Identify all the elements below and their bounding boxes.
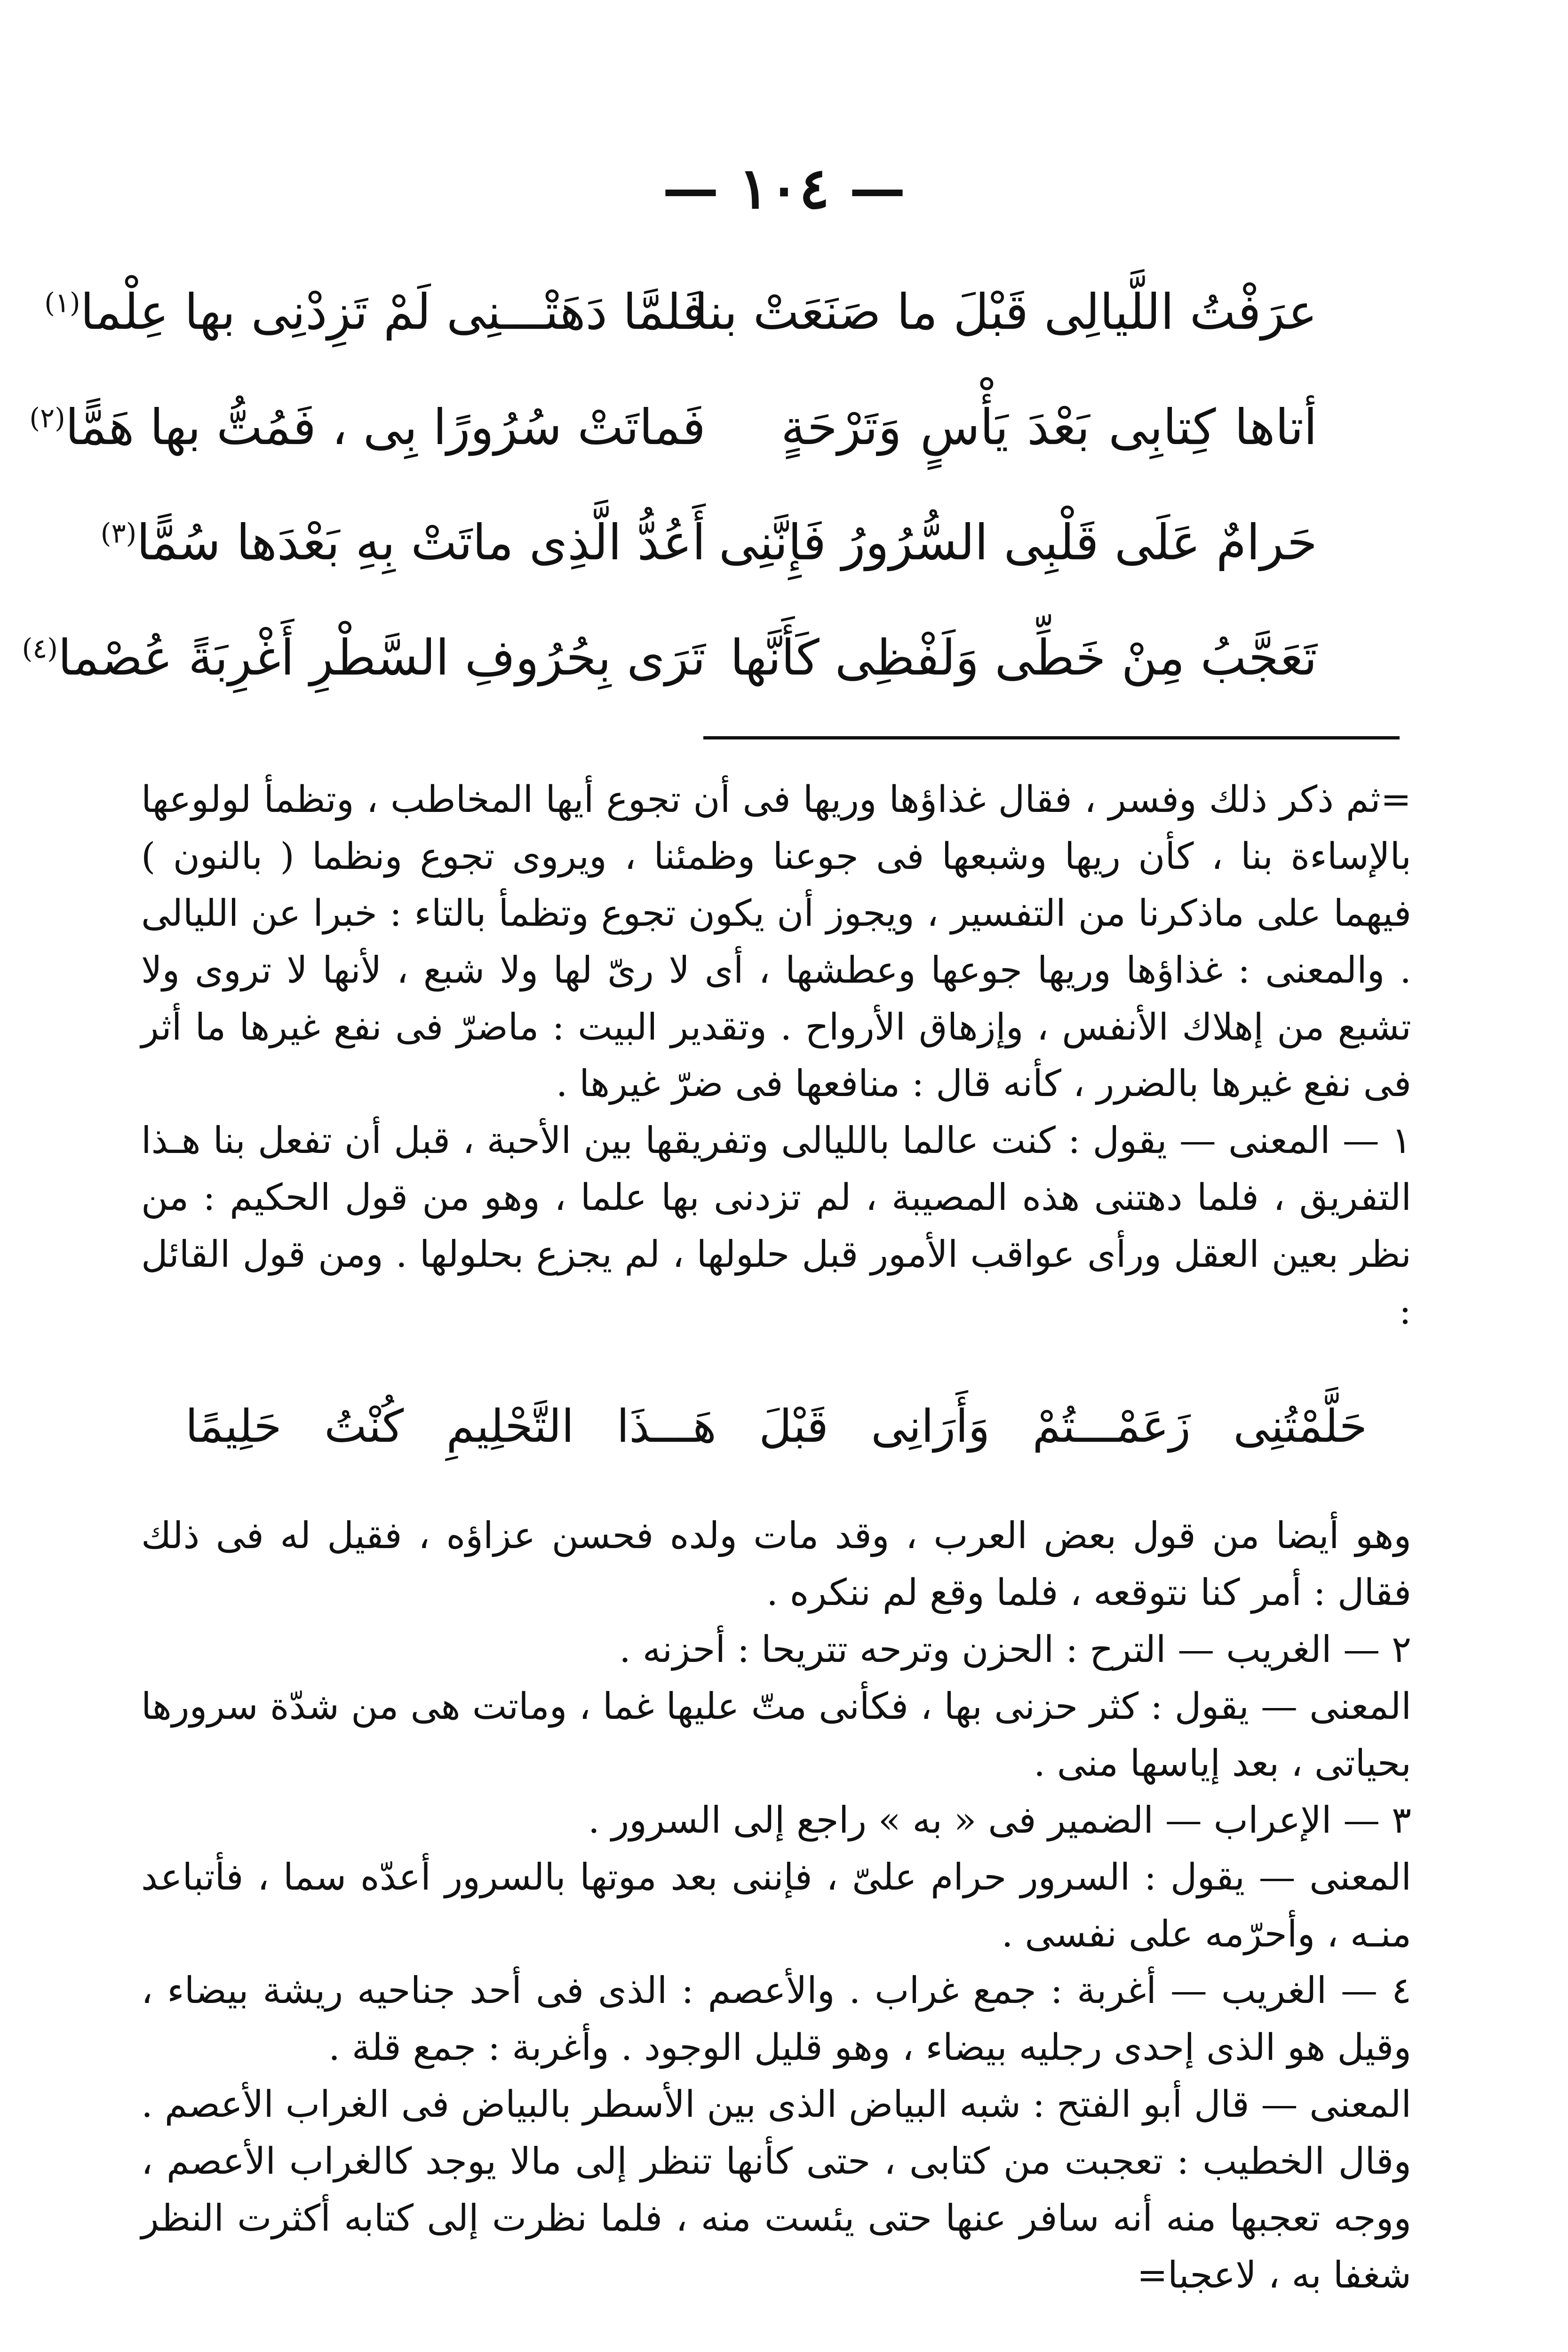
note-1-meaning: ١ — المعنى — يقول : كنت عالما بالليالى وتفريقها بين الأحبة ، قبل أن تفعل بنا هـذا التفريق ، فلما دهتنى هذه المصيبة ، لم تزدنى بها علما ، وهو من قول الحكيم : من نظر بعين العقل ورأى عواقب الأمور قبل حلولها ، لم يجزع بحلولها . ومن قول القائل : — [141, 1120, 1411, 1333]
note-4-gharib: ٤ — الغريب — أغربة : جمع غراب . والأعصم : الذى فى أحد جناحيه ريشة بيضاء ، وقيل هو الذى إحدى رجليه بيضاء ، وهو قليل الوجود . وأغربة : جمع قلة . — [141, 1970, 1411, 2069]
note-2-gharib: ٢ — الغريب — الترح : الحزن وترحه تتريحا : أحزنه . — [619, 1629, 1411, 1671]
verse-1-footnote-marker: (١) — [44, 286, 80, 318]
verse-2-second-text: فَماتَتْ سُرُورًا بِى ، فَمُتُّ بها هَمًّا — [65, 398, 706, 456]
verse-4-second-text: تَرَى بِحُرُوفِ السَّطْرِ أَغْرِبَةً عُصْما — [58, 628, 706, 686]
verse-2 — [29, 369, 1317, 485]
verse-1-first-hemistich: عرَفْتُ اللَّيالِى قَبْلَ ما صَنَعَتْ بنا — [694, 283, 1317, 341]
verse-3-footnote-marker: (٣) — [100, 516, 137, 549]
note-4-khatib: وقال الخطيب : تعجبت من كتابى ، حتى كأنها تنظر إلى مالا يوجد كالغراب الأعصم ، ووجه تعجبها منه أنه سافر عنها حتى يئست منه ، فلما نظرت إلى كتابه أكثرت النظر شغفا به ، لاعجبا= — [141, 2140, 1411, 2296]
verse-3-first-hemistich: حَرامٌ عَلَى قَلْبِى السُّرُورُ فَإِنَّنِى — [718, 513, 1317, 571]
quoted-verse: حَلَّمْتُنِى زَعَمْـــتُمْ وَأَرَانِى قَبْلَ هَـــذَا التَّحْلِيمِ كُنْتُ حَلِيمًا — [185, 1399, 1368, 1453]
verse-1-second-text: فَلمَّا دَهَتْـــنِى لَمْ تَزِدْنِى بها عِلْما — [80, 283, 706, 341]
verse-2-second-hemistich — [29, 398, 706, 456]
verse-3 — [100, 485, 1317, 600]
verse-3-second-text: أَعُدُّ الَّذِى ماتَتْ بِهِ بَعْدَها سُمًّا — [136, 513, 706, 571]
commentary-section — [141, 771, 1411, 2304]
verse-4 — [22, 600, 1317, 715]
note-3-meaning: المعنى — يقول : السرور حرام علىّ ، فإننى بعد موتها بالسرور أعدّه سما ، فأتباعد منـه ، وأحرّمه على نفسى . — [141, 1856, 1411, 1955]
verse-2-first-hemistich: أتاها كِتابِى بَعْدَ يَأْسٍ وَتَرْحَةٍ — [781, 398, 1317, 456]
poem-verses — [22, 254, 1317, 715]
verse-3-second-hemistich — [100, 513, 706, 571]
note-2-meaning: المعنى — يقول : كثر حزنى بها ، فكأنى متّ عليها غما ، وماتت هى من شدّة سرورها بحياتى ، بعد إياسها منى . — [141, 1685, 1411, 1785]
note-3-irab: ٣ — الإعراب — الضمير فى « به » راجع إلى السرور . — [588, 1799, 1411, 1842]
verse-2-footnote-marker: (٢) — [29, 401, 65, 434]
verse-4-first-hemistich: تَعَجَّبُ مِنْ خَطِّى وَلَفْظِى كَأَنَّها — [730, 628, 1317, 686]
verse-1 — [44, 254, 1317, 369]
verse-4-footnote-marker: (٤) — [22, 632, 58, 664]
commentary-continuation: =ثم ذكر ذلك وفسر ، فقال غذاؤها وريها فى أن تجوع أيها المخاطب ، وتظمأ لولوعها بالإساءة بنا ، كأن ريها وشبعها فى جوعنا وظمئنا ، ويروى تجوع ونظما ( بالنون ) فيهما على ماذكرنا من التفسير ، ويجوز أن يكون تجوع وتظمأ بالتاء : خبرا عن الليالى . والمعنى : غذاؤها وريها جوعها وعطشها ، أى لا رىّ لها ولا شبع ، لأنها لا تروى ولا تشبع من إهلاك الأنفس ، وإزهاق الأرواح . وتقدير البيت : ماضرّ فى نفع غيرها ما أثر فى نفع غيرها بالضرر ، كأنه قال : منافعها فى ضرّ غيرها . — [141, 779, 1411, 1105]
verse-1-second-hemistich — [44, 283, 706, 341]
verse-4-second-hemistich — [22, 628, 706, 686]
page-number: — ١٠٤ — — [662, 155, 906, 222]
note-1-continuation: وهو أيضا من قول بعض العرب ، وقد مات ولده فحسن عزاؤه ، فقيل له فى ذلك فقال : أمر كنا نتوقعه ، فلما وقع لم ننكره . — [141, 1515, 1411, 1614]
note-4-meaning: المعنى — قال أبو الفتح : شبه البياض الذى بين الأسطر بالبياض فى الغراب الأعصم . — [141, 2083, 1411, 2126]
footnote-divider — [703, 736, 1400, 739]
